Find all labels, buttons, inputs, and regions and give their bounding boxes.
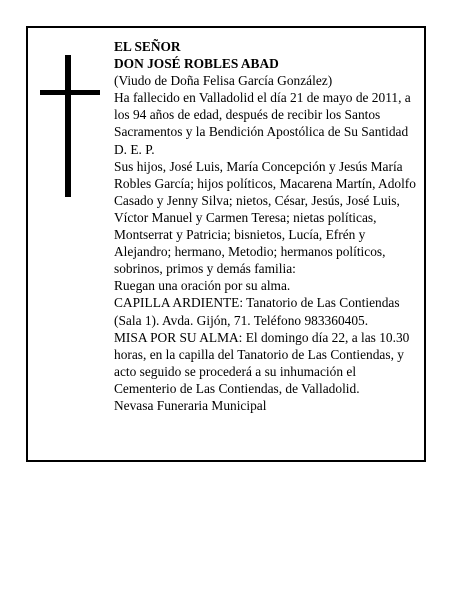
death-announcement: Ha fallecido en Valladolid el día 21 de mayo de 2011, a los 94 años de edad, después de recibir los Santos Sacramentos y la Bendición Apostólica de Su Santidad	[114, 90, 411, 140]
deceased-name: DON JOSÉ ROBLES ABAD	[114, 56, 279, 72]
funeral-home: Nevasa Funeraria Municipal	[114, 397, 267, 413]
cross-icon	[40, 55, 100, 197]
rip-line: D. E. P.	[114, 141, 155, 157]
obituary-text	[114, 38, 420, 414]
prayer-request: Ruegan una oración por su alma.	[114, 278, 291, 294]
title-line-1: EL SEÑOR	[114, 39, 181, 54]
chapel-info: CAPILLA ARDIENTE: Tanatorio de Las Contiendas (Sala 1). Avda. Gijón, 71. Teléfono 983360405.	[114, 295, 400, 328]
mass-info: MISA POR SU ALMA: El domingo día 22, a las 10.30 horas, en la capilla del Tanatorio de Las Contiendas, y acto seguido se procederá a su inhumación el Cementerio de Las Contiendas, de Valladolid.	[114, 329, 410, 396]
cross-vertical-bar	[65, 55, 71, 197]
widower-line: (Viudo de Doña Felisa García González)	[114, 73, 333, 89]
cross-horizontal-bar	[40, 90, 100, 95]
family-list: Sus hijos, José Luis, María Concepción y Jesús María Robles García; hijos políticos, Macarena Martín, Adolfo Casado y Jenny Silva; nietos, César, Jesús, José Luis, Víctor Manuel y Carmen Teresa; nietas políticas, Montserrat y Patricia; bisnietos, Lucía, Efrén y Alejandro; hermano, Metodio; hermanos políticos, sobrinos, primos y demás familia:	[114, 158, 416, 277]
